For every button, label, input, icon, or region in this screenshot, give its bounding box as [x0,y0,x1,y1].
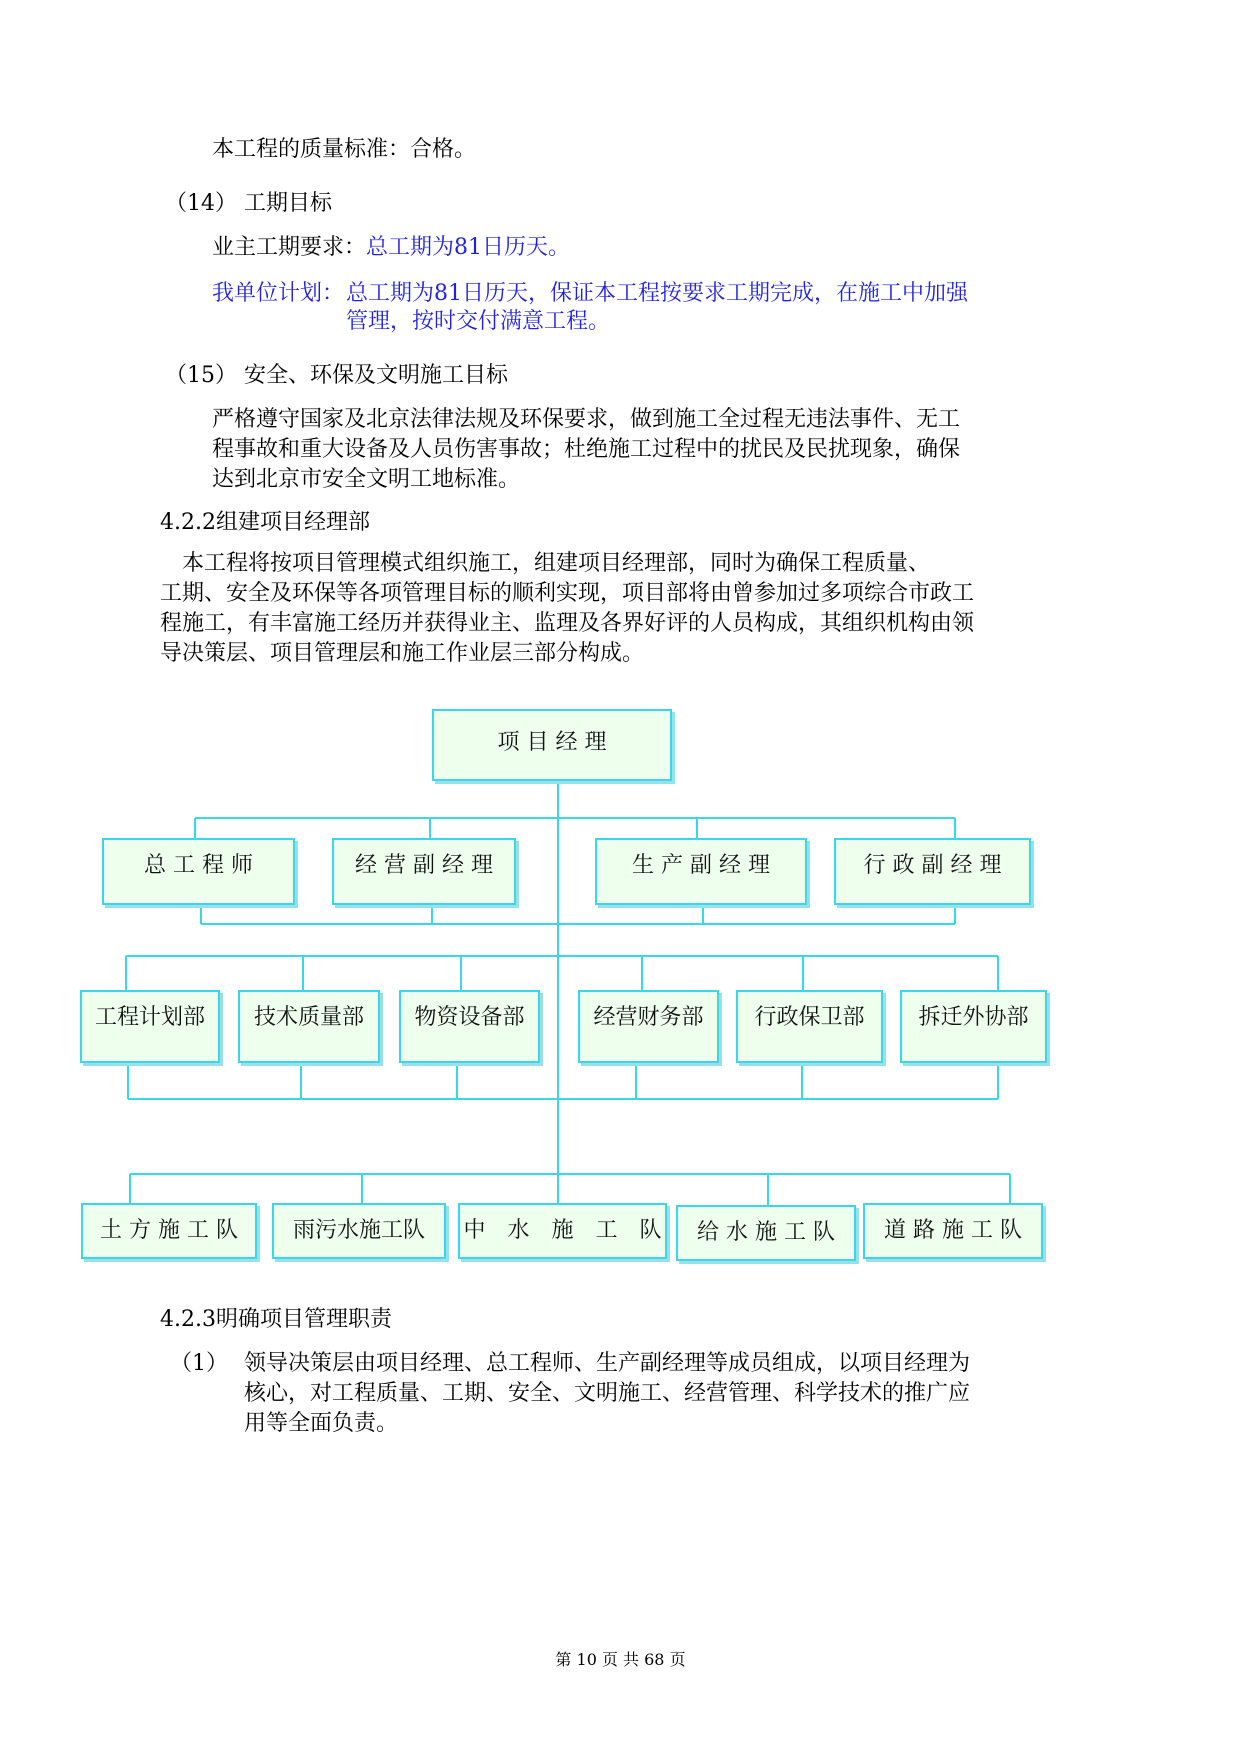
item1-line-2: 核心，对工程质量、工期、安全、文明施工、经营管理、科学技术的推广应 [244,1381,971,1406]
org-level2-label: 行 政 副 经 理 [863,853,1002,878]
section-422-body-line-1: 本工程将按项目管理模式组织施工，组建项目经理部，同时为确保工程质量、 [160,551,931,576]
org-level3-label: 物资设备部 [414,1005,525,1030]
org-demolition-coordination-dept [900,990,1047,1063]
org-materials-equipment-dept [399,990,540,1063]
quality-standard: 本工程的质量标准：合格。 [212,137,477,162]
org-project-manager-label: 项 目 经 理 [497,730,607,755]
org-engineering-planning-dept [80,990,220,1063]
plan-line-1: 总工期为81日历天，保证本工程按要求工期完成，在施工中加强 [346,281,968,306]
org-admin-deputy [834,838,1031,905]
org-tech-quality-dept [238,990,380,1063]
org-reclaimed-water-team [458,1203,667,1259]
section-423-heading: 4.2.3明确项目管理职责 [160,1307,392,1332]
org-sewer-team [272,1203,446,1259]
org-level3-label: 技术质量部 [253,1005,364,1030]
item15-title: 安全、环保及文明施工目标 [244,363,509,388]
org-level4-label: 土 方 施 工 队 [100,1218,238,1243]
item1-number: （1） [170,1351,228,1376]
owner-requirement-value: 总工期为81日历天。 [366,235,571,260]
item15-body-line-1: 严格遵守国家及北京法律法规及环保要求，做到施工全过程无违法事件、无工 [212,407,961,432]
plan-label: 我单位计划： [212,281,345,306]
item15-body-line-2: 程事故和重大设备及人员伤害事故；杜绝施工过程中的扰民及民扰现象，确保 [212,437,961,462]
org-admin-security-dept [736,990,883,1063]
owner-requirement-label: 业主工期要求： [212,235,367,260]
org-level4-label: 雨污水施工队 [292,1218,425,1243]
plan-line-2: 管理，按时交付满意工程。 [346,309,611,334]
section-422-heading: 4.2.2组建项目经理部 [160,510,370,535]
section-422-body-line-2: 工期、安全及环保等各项管理目标的顺利实现，项目部将由曾参加过多项综合市政工 [160,581,975,606]
org-level3-label: 经营财务部 [593,1005,704,1030]
org-project-manager [432,709,672,781]
item14-number: （14） [165,191,237,216]
org-level4-label: 给 水 施 工 队 [697,1220,835,1245]
org-earthwork-team [81,1203,257,1259]
item1-line-3: 用等全面负责。 [244,1411,399,1436]
org-business-deputy [332,838,516,905]
org-level4-label: 中 水 施 工 队 [463,1218,662,1243]
section-422-body-line-3: 程施工，有丰富施工经历并获得业主、监理及各界好评的人员构成，其组织机构由领 [160,611,975,636]
org-production-deputy [595,838,807,905]
section-422-body-line-4: 导决策层、项目管理层和施工作业层三部分构成。 [160,641,645,666]
org-level4-label: 道 路 施 工 队 [884,1218,1022,1243]
page-footer: 第 10 页 共 68 页 [555,1650,686,1669]
org-chief-engineer [102,838,295,905]
org-water-supply-team [676,1205,856,1261]
item14-title: 工期目标 [244,191,333,216]
org-business-finance-dept [578,990,719,1063]
org-road-team [863,1203,1043,1259]
org-level2-label: 总 工 程 师 [144,853,253,878]
org-level3-label: 行政保卫部 [754,1005,865,1030]
org-level2-label: 生 产 副 经 理 [632,853,770,878]
item15-body-line-3: 达到北京市安全文明工地标准。 [212,467,521,492]
item1-line-1: 领导决策层由项目经理、总工程师、生产副经理等成员组成，以项目经理为 [244,1351,971,1376]
item15-number: （15） [165,363,237,388]
org-level3-label: 拆迁外协部 [918,1005,1029,1030]
org-level3-label: 工程计划部 [94,1005,205,1030]
org-level2-label: 经 营 副 经 理 [355,853,493,878]
